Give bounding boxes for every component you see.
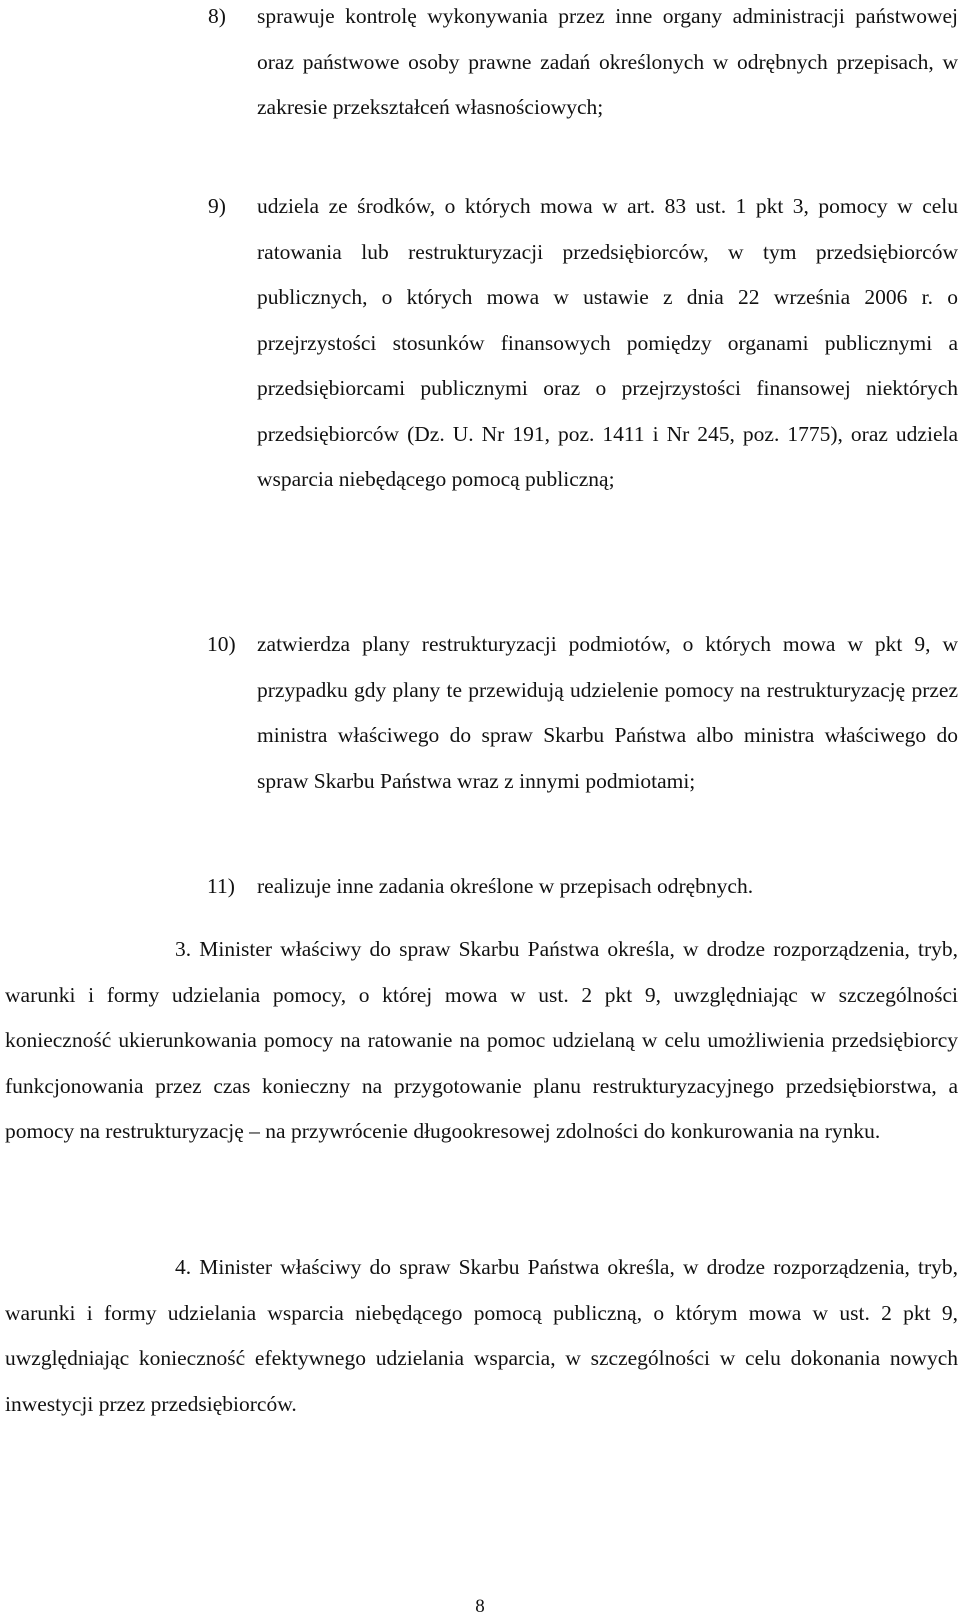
page-number: 8 [475,1596,485,1617]
paragraph-4: 4. Minister właściwy do spraw Skarbu Państwa określa, w drodze rozporządzenia, tryb, warunki i formy udzielania wsparcia niebędącego pomocą publiczną, o którym mowa w ust. 2 pkt 9, uwzględniając konieczność efektywnego udzielania wsparcia, w szczególności w celu dokonania nowych inwestycji przez przedsiębiorców. [5,1255,958,1416]
list-item-number: 9) [208,194,226,218]
list-item-text: udziela ze środków, o których mowa w art. 83 ust. 1 pkt 3, pomocy w celu ratowania lub restrukturyzacji przedsiębiorców, w tym przedsiębiorców publicznych, o których mowa w ustawie z dnia 22 września 2006 r. o przejrzystości stosunków finansowych pomiędzy organami publicznymi a przedsiębiorcami publicznymi oraz o przejrzystości finansowej niektórych przedsiębiorców (Dz. U. Nr 191, poz. 1411 i Nr 245, poz. 1775), oraz udziela wsparcia niebędącego pomocą publiczną; [257,194,958,491]
list-item-text: realizuje inne zadania określone w przepisach odrębnych. [257,874,754,898]
paragraph-3: 3. Minister właściwy do spraw Skarbu Państwa określa, w drodze rozporządzenia, tryb, warunki i formy udzielania pomocy, o której mowa w ust. 2 pkt 9, uwzględniając w szczególności konieczność ukierunkowania pomocy na ratowanie na pomoc udzielaną w celu umożliwienia przedsiębiorcy funkcjonowania przez czas konieczny na przygotowanie planu restrukturyzacyjnego przedsiębiorstwa, a pomocy na restrukturyzację – na przywrócenie długookresowej zdolności do konkurowania na rynku. [5,937,958,1143]
list-item-number: 11) [207,874,235,898]
list-item-number: 8) [208,4,226,28]
list-item-text: sprawuje kontrolę wykonywania przez inne organy administracji państwowej oraz państwowe osoby prawne zadań określonych w odrębnych przepisach, w zakresie przekształceń własnościowych; [257,4,958,119]
list-item-text: zatwierdza plany restrukturyzacji podmiotów, o których mowa w pkt 9, w przypadku gdy plany te przewidują udzielenie pomocy na restrukturyzację przez ministra właściwego do spraw Skarbu Państwa albo ministra właściwego do spraw Skarbu Państwa wraz z innymi podmiotami; [257,632,958,793]
list-item-number: 10) [207,632,236,656]
